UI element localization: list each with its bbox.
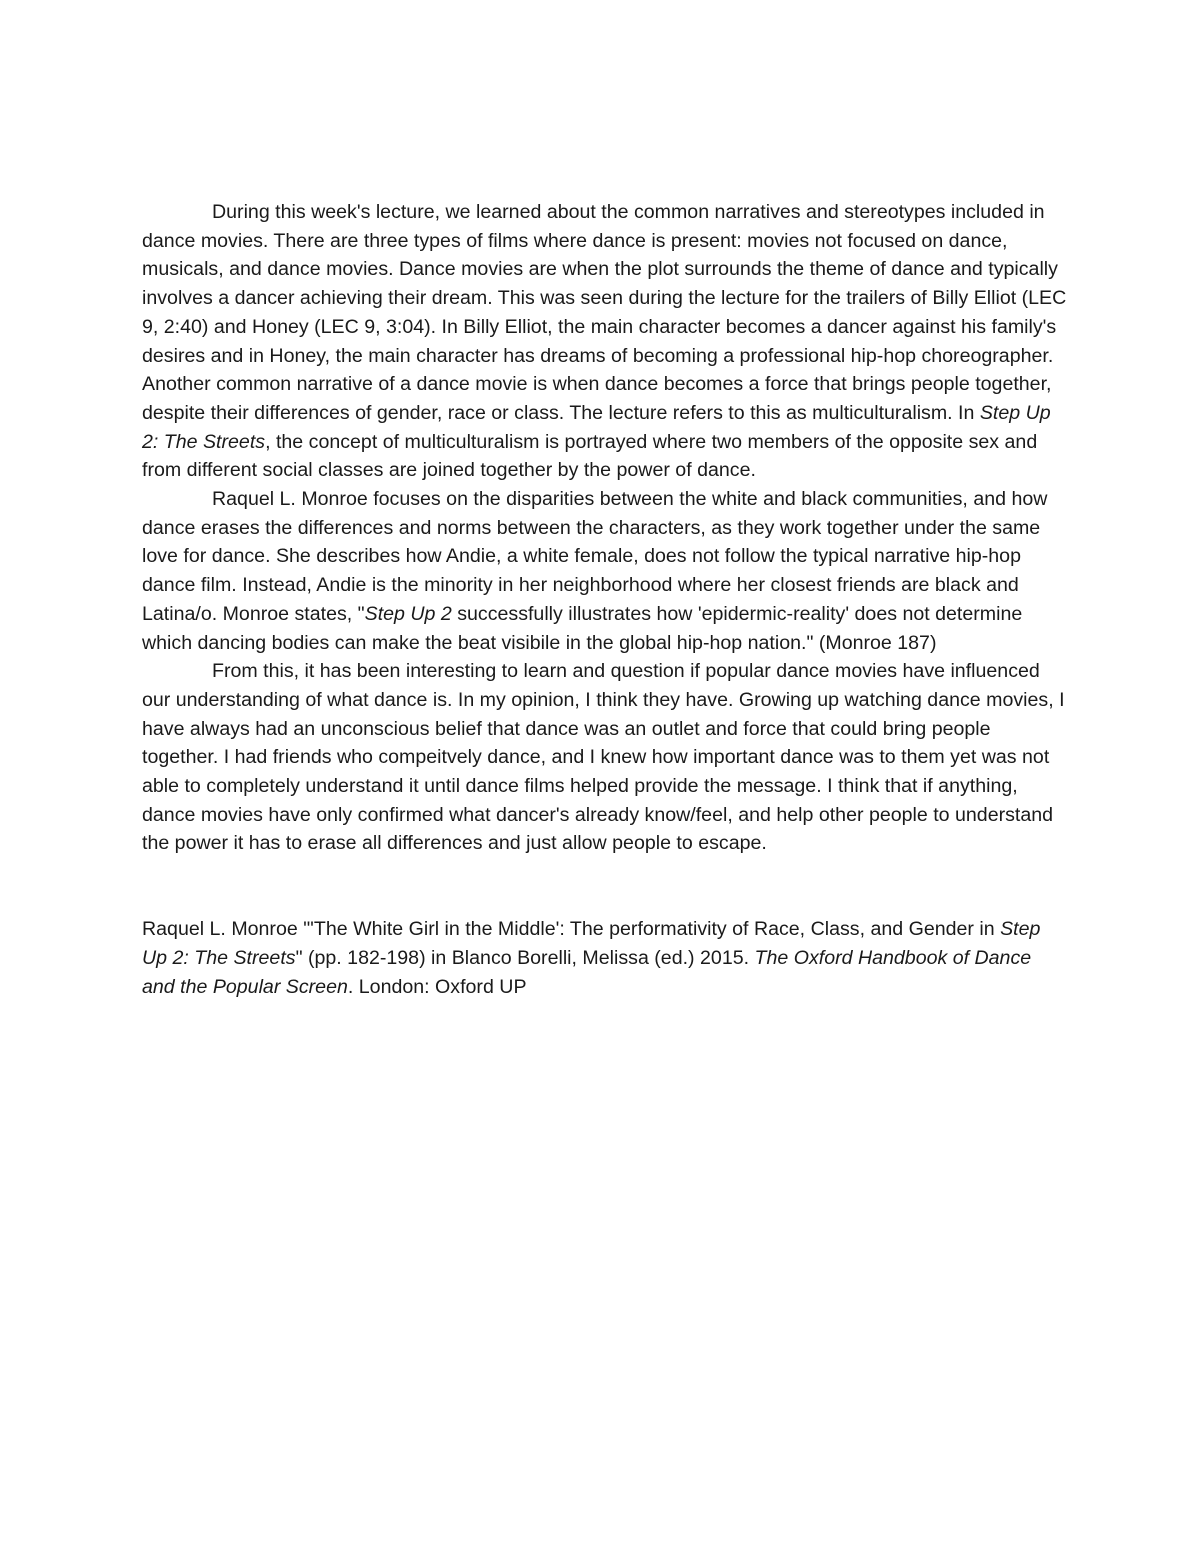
citation-text: . London: Oxford UP [347,975,527,998]
paragraph-text: During this week's lecture, we learned about the common narratives and stereotypes included in dance movies. There are three types of films where dance is present: movies not focused on dance, musicals, and dance movies. Dance movies are when the plot surrounds the theme of dance and typically involves a dancer achieving their dream. This was seen during the lecture for the trailers of Billy Elliot (LEC 9, 2:40) and Honey (LEC 9, 3:04). In Billy Elliot, the main character becomes a dancer against his family's desires and in Honey, the main character has dreams of becoming a professional hip-hop choreographer. Another common narrative of a dance movie is when dance becomes a force that brings people together, despite their differences of gender, race or class. The lecture refers to this as multiculturalism. In [142,201,1067,424]
film-title-italic: Step Up 2: The Streets [142,918,1041,969]
paragraph-personal-reflection [142,657,1067,858]
paragraph-text: Raquel L. Monroe focuses on the disparities between the white and black communities, and how dance erases the differences and norms between the characters, as they work together under the same love for dance. She describes how Andie, a white female, does not follow the typical narrative hip-hop dance film. Instead, Andie is the minority in her neighborhood where her closest friends are black and Latina/o. Monroe states, " [142,488,1048,625]
citation-text: Raquel L. Monroe "'The White Girl in the Middle': The performativity of Race, Class, and Gender in [142,918,1001,941]
paragraph-text: From this, it has been interesting to learn and question if popular dance movies have influenced our understanding of what dance is. In my opinion, I think they have. Growing up watching dance movies, I have always had an unconscious belief that dance was an outlet and force that could bring people together. I had friends who compeitvely dance, and I knew how important dance was to them yet was not able to completely understand it until dance films helped provide the message. I think that if anything, dance movies have only confirmed what dancer's already know/feel, and help other people to understand the power it has to erase all differences and just allow people to escape. [142,660,1065,855]
paragraph-lecture-summary [142,198,1067,485]
document-body [142,198,1067,1001]
book-title-italic: The Oxford Handbook of Dance and the Popular Screen [142,946,1032,998]
paragraph-text: successfully illustrates how 'epidermic-reality' does not determine which dancing bodies can make the beat visibile in the global hip-hop nation." (Monroe 187) [142,602,1023,654]
film-title-italic: Step Up 2 [364,602,452,625]
paragraph-monroe-reading [142,485,1067,657]
film-title-italic: Step Up 2: The Streets [142,401,1051,453]
citation [142,915,1067,1001]
paragraph-text: , the concept of multiculturalism is portrayed where two members of the opposite sex and from different social classes are joined together by the power of dance. [142,430,1038,482]
citation-text: " (pp. 182-198) in Blanco Borelli, Melissa (ed.) 2015. [295,946,755,969]
